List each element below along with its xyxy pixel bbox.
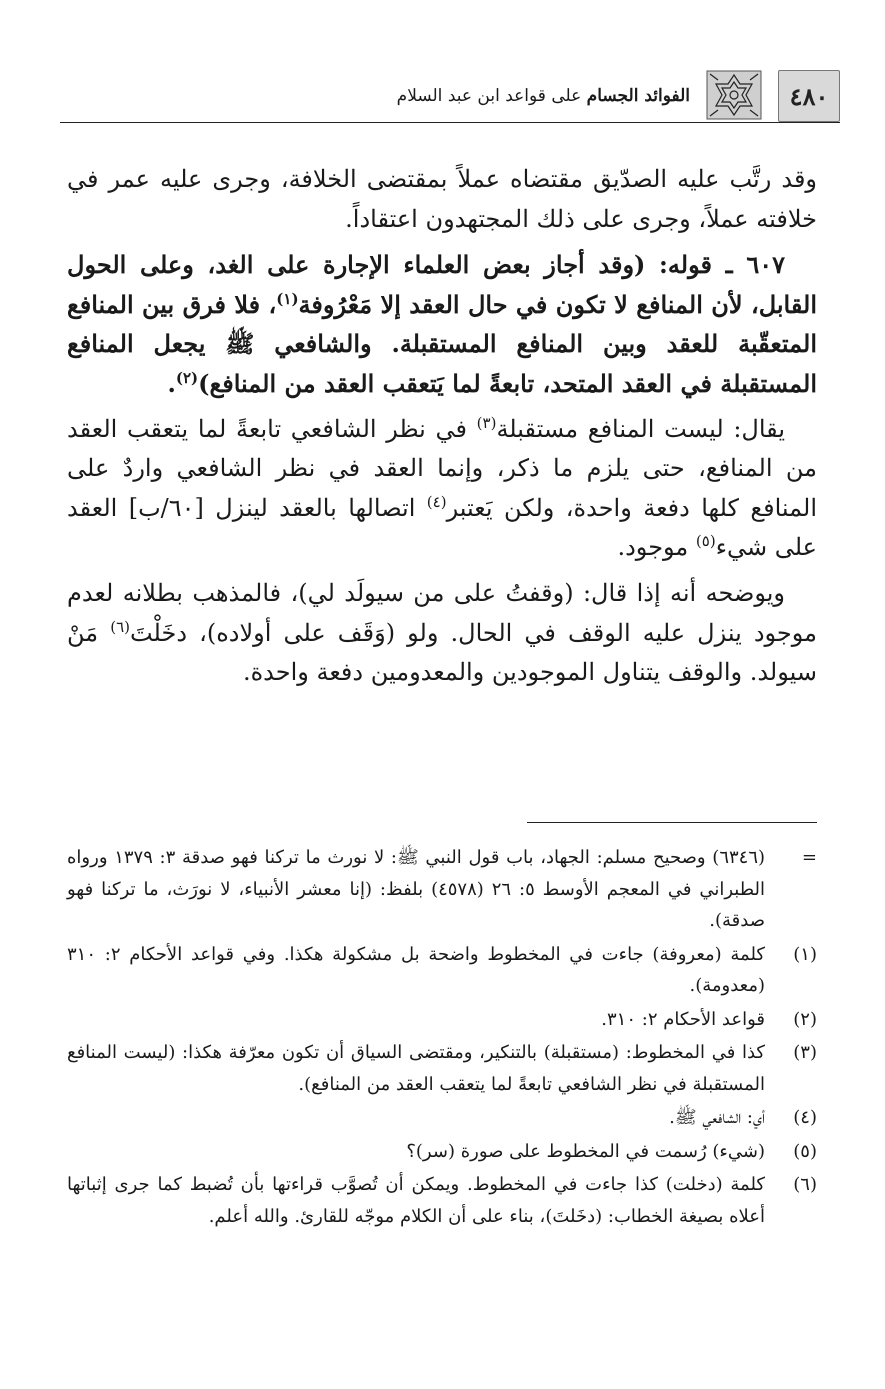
page-number: ٤٨٠ (778, 70, 840, 122)
text-span: اتصالها بالعقد لينزل [٦٠/ب] العقد على شيء (67, 493, 817, 562)
footnote-text: كذا في المخطوط: (مستقبلة) بالتنكير، ومقتضى السياق أن تكون معرّفة هكذا: (ليست المنافع المستقبلة في نظر الشافعي تابعةً لما يتعقب العقد من المنافع). (67, 1042, 765, 1095)
text-span: ويوضحه أنه إذا قال: (وقفتُ على من سيولَد لي)، فالمذهب بطلانه لعدم موجود ينزل عليه الوقف في الحال. ولو (وَقَف على أولاده)، دخَلْتَ (67, 578, 818, 647)
paragraph-4 (67, 574, 817, 693)
running-title-bold: الفوائد الجسام (586, 86, 690, 106)
paragraph-1: وقد رتَّب عليه الصدّيق مقتضاه عملاً بمقتضى الخلافة، وجرى عليه عمر في خلافته عملاً، وجرى على ذلك المجتهدون اعتقاداً. (67, 165, 817, 233)
footnote-text: قواعد الأحكام ٢: ٣١٠. (601, 1008, 765, 1030)
page-header (60, 70, 840, 122)
running-title-rest: على قواعد ابن عبد السلام (396, 86, 587, 106)
footnote-ref-5: (٥) (695, 532, 716, 551)
ornament-icon (706, 70, 762, 120)
footnotes (67, 842, 817, 1234)
footnote-text: كلمة (معروفة) جاءت في المخطوط واضحة بل مشكولة هكذا. وفي قواعد الأحكام ٢: ٣١٠ (معدومة). (67, 943, 765, 996)
text-span: . (167, 368, 176, 398)
text-span: ٦٠٧ ـ قوله: (وقد أجاز بعض العلماء الإجارة على الغد، وعلى الحول القابل، لأن المنافع لا تكون في حال العقد إلا مَعْرُوفة (67, 250, 817, 319)
footnote-text: (شيء) رُسمت في المخطوط على صورة (سر)؟ (406, 1140, 765, 1162)
main-text (67, 160, 817, 699)
footnote-6 (67, 1169, 817, 1232)
footnote-number: = (801, 847, 817, 868)
footnote-5 (67, 1136, 817, 1168)
footnote-number: (٤) (793, 1107, 817, 1128)
text-span: ، فلا فرق بين المنافع المتعقّبة للعقد وبين المنافع المستقبلة. والشافعي ﷺ يجعل المنافع المستقبلة في العقد المتحد، تابعةً لما يَتعقب العقد من المنافع) (67, 289, 817, 398)
footnote-number: (٣) (793, 1042, 817, 1063)
text-span: موجود. (617, 533, 696, 562)
footnote-ref-6: (٦) (110, 617, 130, 636)
footnote-separator (527, 822, 817, 823)
footnote-number: (١) (793, 943, 817, 965)
text-span: يقال: ليست المنافع مستقبلة (496, 414, 785, 443)
footnote-text: كلمة (دخلت) كذا جاءت في المخطوط. ويمكن أن تُصوَّب قراءتها بأن تُضبط كما جرى إثباتها أعلاه بصيغة الخطاب: (دخَلتَ)، بناء على أن الكلام موجّه للقارئ. والله أعلم. (67, 1174, 765, 1227)
footnote-ref-2: (٢) (175, 368, 199, 387)
footnote-continued (67, 842, 817, 937)
footnote-ref-3: (٣) (476, 413, 497, 432)
footnote-number: (٦) (793, 1174, 817, 1195)
paragraph-3 (67, 410, 817, 568)
footnote-number: (٥) (793, 1140, 817, 1162)
footnote-ref-1: (١) (276, 289, 299, 308)
footnote-3 (67, 1037, 817, 1100)
text-span: في نظر الشافعي تابعةً لما يتعقب العقد من المنافع، حتى يلزم ما ذكر، وإنما العقد في نظر الشافعي واردٌ على المنافع كلها دفعة واحدة، ولكن يَعتبر (67, 414, 818, 522)
footnote-2 (67, 1004, 817, 1036)
text-span: مَنْ سيولد. والوقف يتناول الموجودين والمعدومين دفعة واحدة. (67, 618, 817, 687)
header-rule (60, 122, 840, 123)
footnote-text: (٦٣٤٦) وصحيح مسلم: الجهاد، باب قول النبي ﷺ: لا نورث ما تركنا فهو صدقة ٣: ١٣٧٩ ورواه الطبراني في المعجم الأوسط ٥: ٢٦ (٤٥٧٨) بلفظ: (إنا معشر الأنبياء، لا نورَث، ما تركنا فهو صدقة). (67, 847, 766, 931)
paragraph-607 (67, 245, 817, 403)
footnote-text: أي: الشافعي ﷺ. (669, 1107, 765, 1128)
running-title (397, 86, 690, 106)
footnote-ref-4: (٤) (426, 492, 447, 511)
footnote-4 (67, 1102, 817, 1134)
footnote-1 (67, 939, 817, 1002)
footnote-number: (٢) (793, 1008, 817, 1030)
